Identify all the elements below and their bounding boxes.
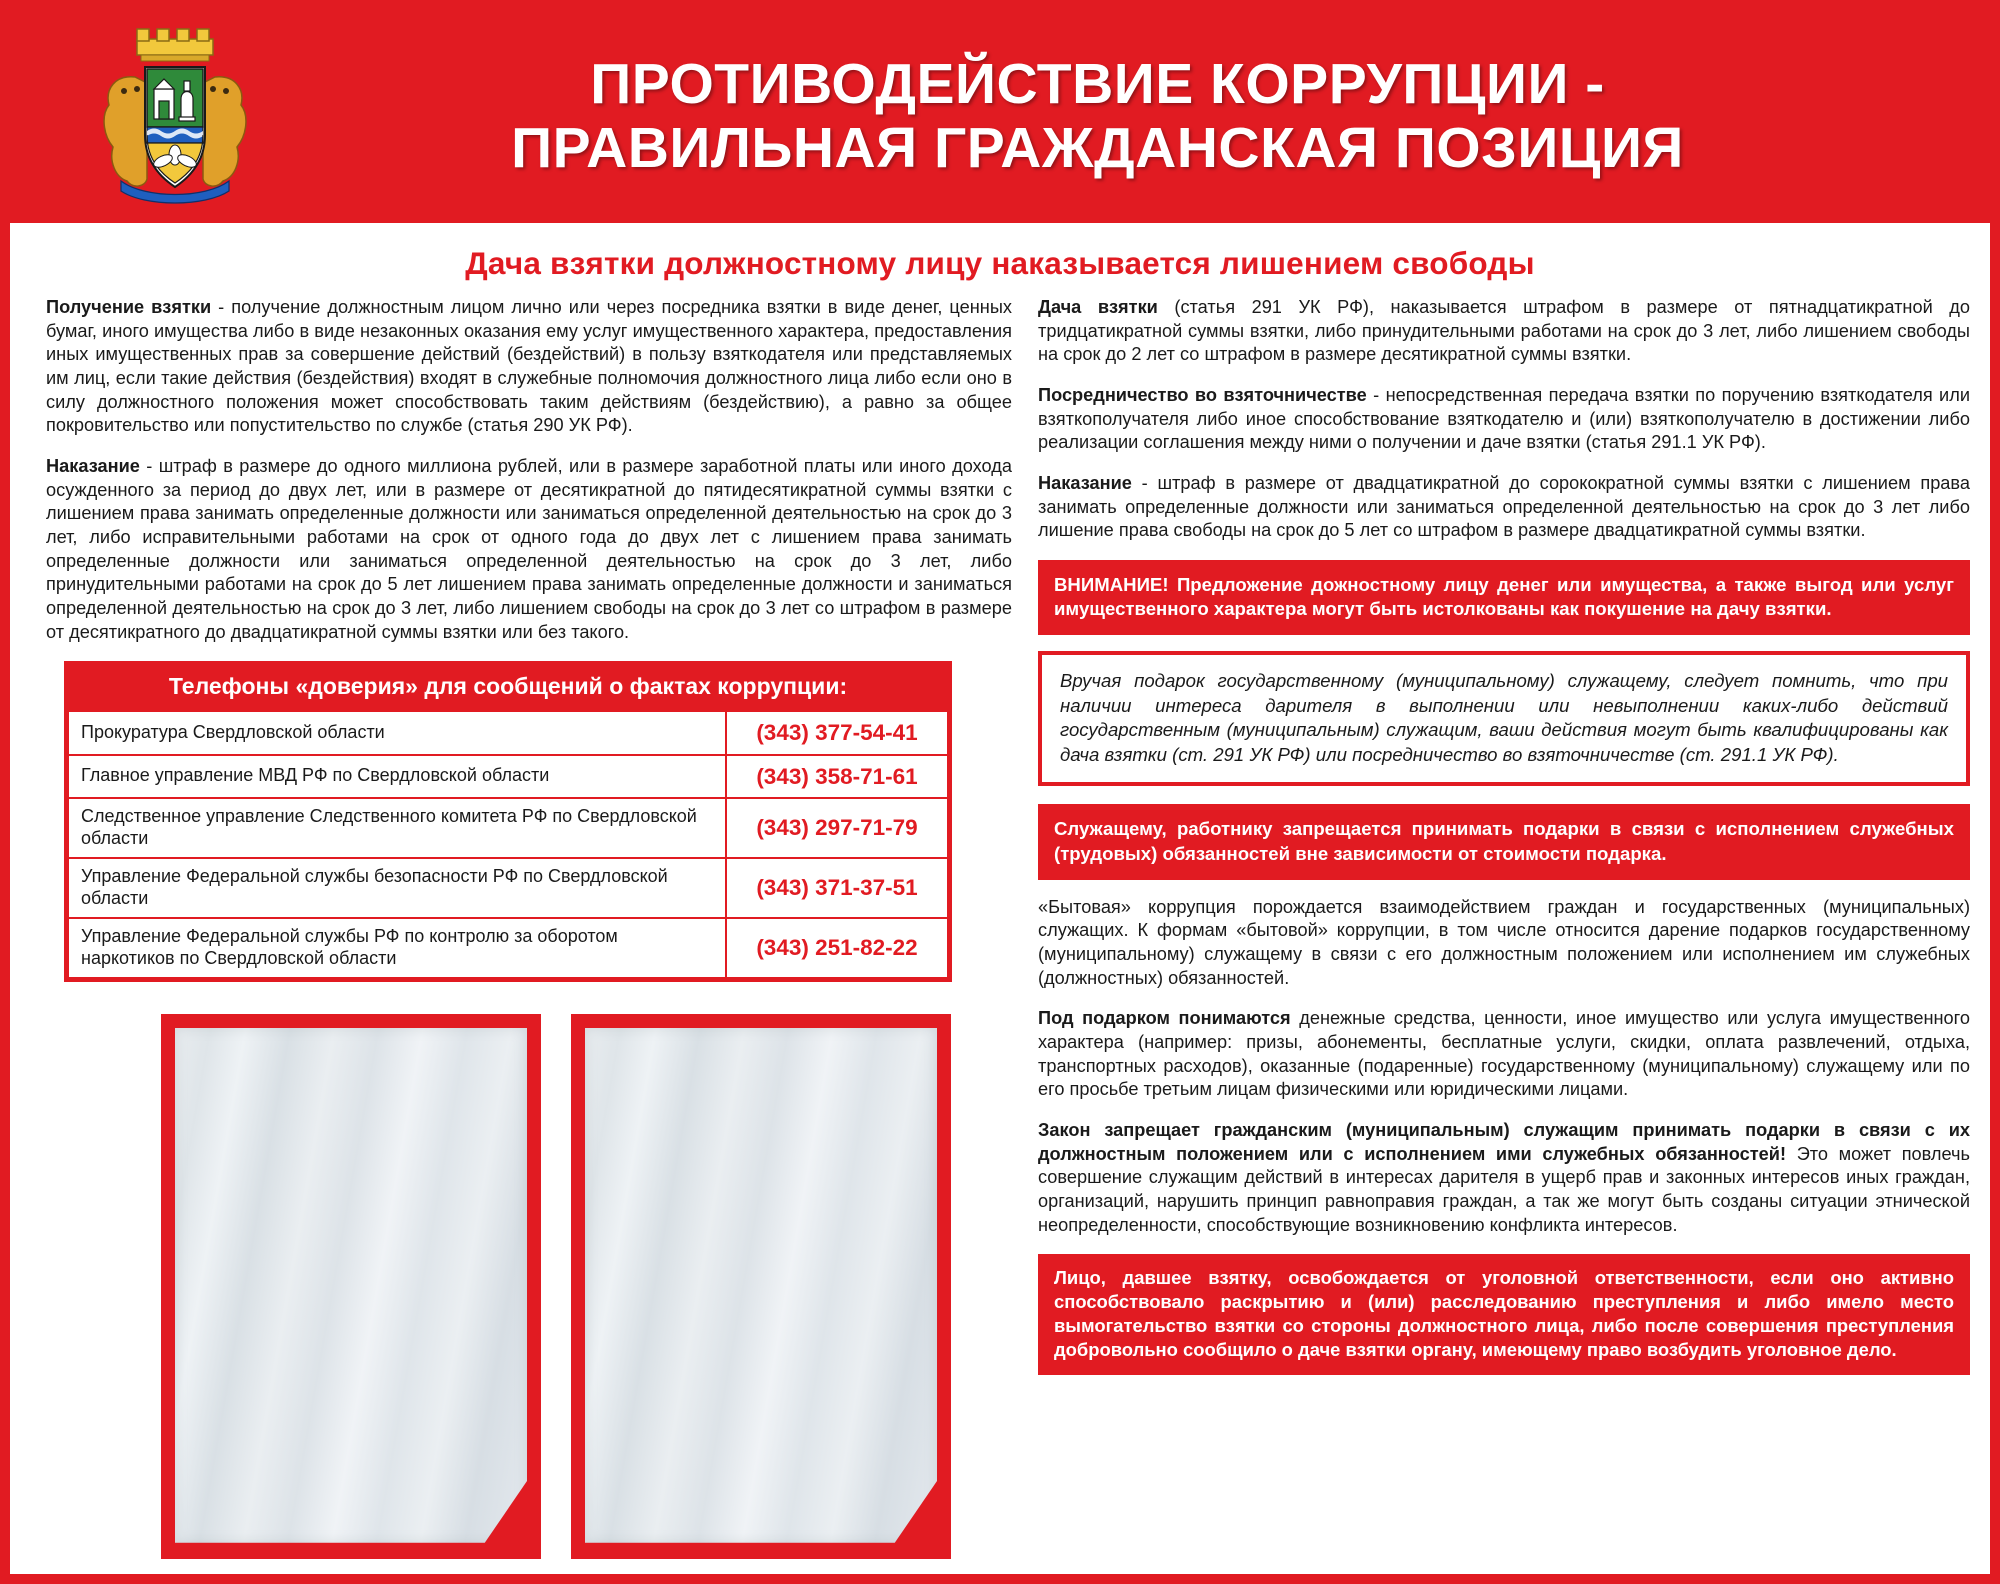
- pocket-sheet: [585, 1028, 937, 1543]
- lead-mediation: Посредничество во взяточничестве: [1038, 384, 1367, 405]
- lead-gift-definition: Под подарком понимаются: [1038, 1008, 1291, 1029]
- paragraph-giving-bribe: [1038, 296, 1970, 367]
- leaflet-pocket-right[interactable]: [571, 1014, 951, 1559]
- table-row: [68, 755, 948, 798]
- text-gift-definition: денежные средства, ценности, иное имущество или услуга имущественного характера (например: призы, абонементы, бесплатные услуги, скидки, оплата развлечений, отдыха, транспортных расходов), оказанные (подаренные) государственному (муниципальному) служащему или по его просьбе третьим лицам физическими или юридическими лицами.: [1038, 1008, 1970, 1100]
- pocket-sheet: [175, 1028, 527, 1543]
- paragraph-receiving-bribe: [46, 296, 1012, 438]
- header-title-line-1: ПРОТИВОДЕЙСТВИЕ КОРРУПЦИИ -: [590, 51, 1605, 116]
- text-punishment-left: - штраф в размере до одного миллиона рублей, или в размере заработной платы или иного дохода осужденного за период до двух лет, или в размере от десятикратной до пятидесятикратной суммы взятки с лишением права занимать определенные должности или заниматься определенной деятельностью на срок до 3 лет, либо исправительными работами на срок от одного года до двух лет с лишением права занимать определенные должности или заниматься определенной деятельностью на срок до 3 лет, либо принудительными работами на срок до 5 лет лишением права занимать определенные должности и заниматься определенной деятельностью на срок до 3 лет, либо лишением свободы на срок до 3 лет со штрафом в размере от десятикратного до двадцатикратной суммы взятки или без такого.: [46, 455, 1012, 642]
- hotline-phone[interactable]: (343) 377-54-41: [726, 711, 948, 754]
- table-row: [68, 711, 948, 754]
- paragraph-gift-definition: [1038, 1007, 1970, 1102]
- hotline-org: Следственное управление Следственного комитета РФ по Свердловской области: [68, 798, 726, 858]
- attention-lead: ВНИМАНИЕ!: [1054, 573, 1169, 595]
- poster-header: [10, 10, 1990, 223]
- paragraph-law-prohibits: [1038, 1119, 1970, 1237]
- hotline-phone[interactable]: (343) 358-71-61: [726, 755, 948, 798]
- coat-of-arms-icon: [75, 23, 275, 213]
- text-everyday-corruption: «Бытовая» коррупция порождается взаимодействием граждан и государственных (муниципальных) служащих. К формам «бытовой» коррупции, в том числе относится дарение подарков государственному (муниципальному) служащему в связи с его должностным положением или исполнением им служебных (должностных) обязанностей.: [1038, 896, 1970, 988]
- table-row: [68, 858, 948, 918]
- attention-text: Предложение дожностному лицу денег или имущества, а также выгод или услуг имущественного характера могут быть истолкованы как покушение на дачу взятки.: [1054, 573, 1954, 620]
- lead-punishment-left: Наказание: [46, 455, 140, 476]
- hotline-table: [64, 661, 952, 982]
- text-mediation: - непосредственная передача взятки по поручению взяткодателя или взяткополучателя либо иное способствование взяткодателю и (или) взяткополучателю в достижении либо реализации соглашения между ними о получении и даче взятки (статья 291.1 УК РФ).: [1038, 384, 1970, 453]
- hotline-org: Управление Федеральной службы РФ по контролю за оборотом наркотиков по Свердловской области: [68, 918, 726, 978]
- exemption-text: Лицо, давшее взятку, освобождается от уголовной ответственности, если оно активно способствовало раскрытию и (или) расследованию преступления и либо имело место вымогательство взятки со стороны должностного лица, либо после совершения преступления добровольно сообщило о даче взятки органу, имеющему право возбудить уголовное дело.: [1054, 1267, 1954, 1361]
- lead-law-prohibits: Закон запрещает гражданским (муниципальным) служащим принимать подарки в связи с их должностным положением или с исполнением ими служебных обязанностей!: [1038, 1119, 1970, 1164]
- text-punishment-right: - штраф в размере от двадцатикратной до сорокократной суммы взятки с лишением права занимать определенные должности или заниматься определенной деятельностью на срок до 3 лет либо лишение права свободы на срок до 5 лет со штрафом в размере двадцатикратной суммы взятки.: [1038, 472, 1970, 541]
- lead-giving-bribe: Дача взятки: [1038, 297, 1158, 317]
- leaflet-pockets: [161, 1014, 1012, 1559]
- hotline-org: Управление Федеральной службы безопасности РФ по Свердловской области: [68, 858, 726, 918]
- text-giving-bribe: (статья 291 УК РФ), наказывается штрафом в размере от пятнадцатикратной до тридцатикратной суммы взятки, либо принудительными работами на срок до 3 лет, либо лишением свободы на срок до 2 лет со штрафом в размере десятикратной суммы взятки.: [1038, 297, 1970, 365]
- hotline-org: Прокуратура Свердловской области: [68, 711, 726, 754]
- gift-note-box: [1038, 651, 1970, 786]
- left-column: [46, 296, 1012, 1559]
- prohibition-text: Служащему, работнику запрещается принимать подарки в связи с исполнением служебных (трудовых) обязанностей вне зависимости от стоимости подарка.: [1054, 818, 1954, 864]
- text-law-prohibits: Это может повлечь совершение служащим действий в интересах дарителя в ущерб прав и законных интересов иных граждан, организаций, нарушить принцип равноправия граждан, а так же могут быть созданы ситуации этнической неопределенности, способствующие возникновению конфликта интересов.: [1038, 1143, 1970, 1235]
- table-row: [68, 798, 948, 858]
- lead-receiving-bribe: Получение взятки: [46, 297, 212, 317]
- leaflet-pocket-left[interactable]: [161, 1014, 541, 1559]
- exemption-banner: [1038, 1254, 1970, 1375]
- hotline-table-header: Телефоны «доверия» для сообщений о фактах коррупции:: [67, 664, 949, 710]
- prohibition-banner: [1038, 804, 1970, 879]
- paragraph-punishment-right: [1038, 472, 1970, 543]
- paragraph-mediation: [1038, 384, 1970, 455]
- content-columns: [10, 296, 1990, 1559]
- hotline-phone[interactable]: (343) 371-37-51: [726, 858, 948, 918]
- attention-banner: [1038, 560, 1970, 635]
- page-subtitle: Дача взятки должностному лицу наказывается лишением свободы: [465, 245, 1535, 281]
- right-column: [1038, 296, 1970, 1375]
- hotline-phone[interactable]: (343) 297-71-79: [726, 798, 948, 858]
- gift-note-text: Вручая подарок государственному (муниципальному) служащему, следует помнить, что при наличии интереса дарителя в выполнении или невыполнении каких-либо действий государственным (муниципальным) служащим, ваши действия могут быть квалифицированы как дача взятки (ст. 291 УК РФ) или посредничество во взяточничестве (ст. 291.1 УК РФ).: [1060, 670, 1948, 765]
- table-row: [68, 918, 948, 978]
- hotline-phone[interactable]: (343) 251-82-22: [726, 918, 948, 978]
- paragraph-everyday-corruption: [1038, 896, 1970, 991]
- header-title-line-2: ПРАВИЛЬНАЯ ГРАЖДАНСКАЯ ПОЗИЦИЯ: [511, 115, 1684, 180]
- header-title-block: [275, 53, 1990, 181]
- lead-punishment-right: Наказание: [1038, 472, 1132, 493]
- hotline-org: Главное управление МВД РФ по Свердловской области: [68, 755, 726, 798]
- paragraph-punishment-left: [46, 455, 1012, 644]
- text-receiving-bribe: - получение должностным лицом лично или через посредника взятки в виде денег, ценных бумаг, иного имущества либо в виде незаконных оказания ему услуг имущественного характера, предоставления иных имущественных прав за совершение действий (бездействий) в пользу взяткодателя или представляемых им лиц, если такие действия (бездействия) входят в служебные полномочия должностного лица либо если оно в силу должностного положения может способствовать таким действиям (бездействию), а равно за общее покровительство или попустительство по службе (статья 290 УК РФ).: [46, 297, 1012, 436]
